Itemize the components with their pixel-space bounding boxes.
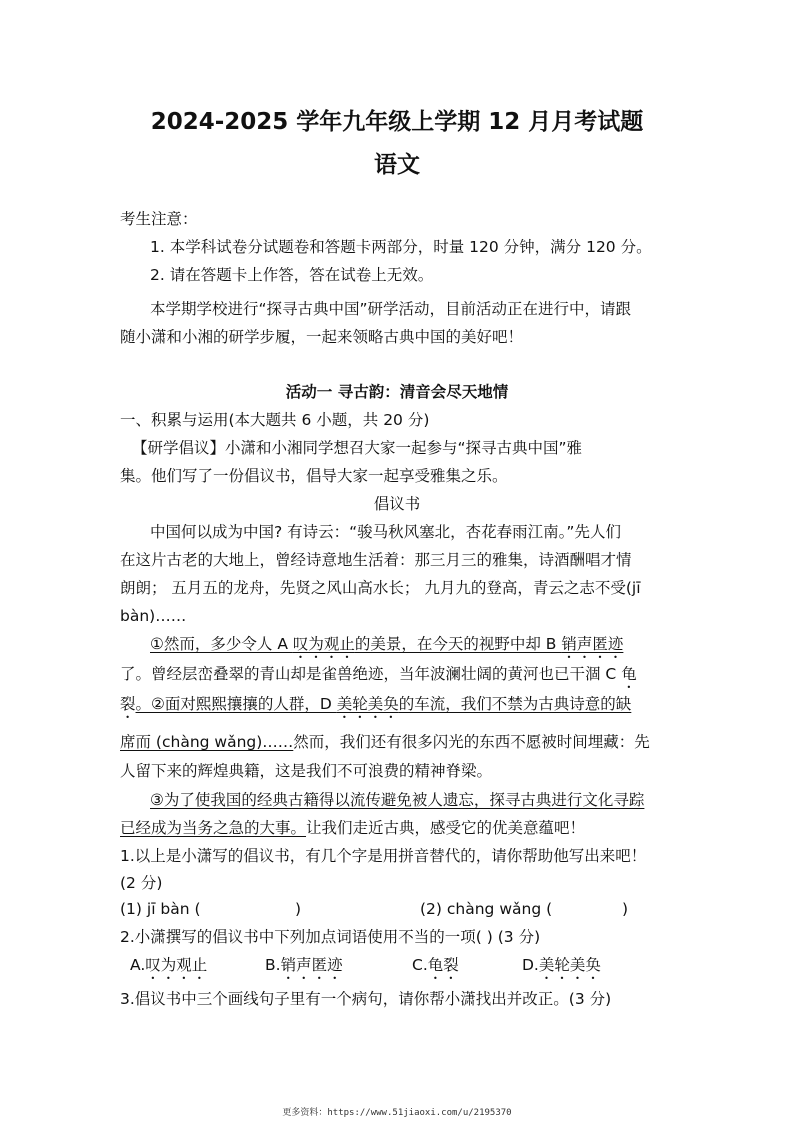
sentence-2-text-c: 席而 (chàng wǎng)……	[120, 733, 294, 751]
question-1-points: (2 分)	[120, 874, 163, 892]
option-d-prefix: D.	[522, 956, 539, 974]
dotted-word-d: 美轮美奂	[336, 695, 399, 713]
sentence-2-text-b: 的车流，我们不禁为古典诗意的缺	[398, 695, 632, 713]
sentence-1-text-a: ①然而，多少令人 A	[150, 635, 293, 653]
question-1-blank-1-close: )	[295, 900, 302, 918]
question-1-blank-1: (1) jī bàn (	[120, 900, 201, 918]
underlined-sentence-3-part-1: ③为了使我国的经典古籍得以流传避免被人遗忘，探寻古典进行文化寻踪	[150, 791, 645, 809]
proposal-para-4: bàn)……	[120, 607, 187, 625]
question-2-option-a	[130, 954, 207, 983]
notice-label: 考生注意：	[120, 210, 198, 228]
activity-heading: 活动一 寻古韵：清音会尽天地情	[285, 383, 509, 401]
option-d-text: 美轮美奂	[538, 956, 601, 974]
sentence-1-text-b: 的美景，在今天的视野中却 B	[354, 635, 562, 653]
proposal-heading: 倡议书	[373, 495, 421, 513]
dotted-word-c-1: 龟	[621, 665, 637, 683]
proposal-line-2: 集。他们写了一份倡议书，倡导大家一起享受雅集之乐。	[120, 467, 508, 485]
option-b-prefix: B.	[265, 956, 281, 974]
notice-item-2: 2. 请在答题卡上作答，答在试卷上无效。	[150, 266, 434, 284]
sentence-3-text: 已经成为当务之急的大事。	[120, 819, 307, 837]
question-2-option-c	[412, 954, 459, 983]
intro-line-1: 本学期学校进行“探寻古典中国”研学活动，目前活动正在进行中，请跟	[150, 300, 632, 318]
question-1-stem: 1.以上是小潇写的倡议书，有几个字是用拼音替代的，请你帮助他写出来吧！	[120, 847, 647, 865]
option-a-prefix: A.	[130, 956, 146, 974]
question-1-blank-2-close: )	[622, 900, 629, 918]
proposal-para-3: 朗朗； 五月五的龙舟，先贤之风山高水长； 九月九的登高，青云之志不受(jī	[120, 579, 641, 597]
option-a-text: 叹为观止	[145, 956, 208, 974]
question-2-option-d	[522, 954, 601, 983]
proposal-para-9: 人留下来的辉煌典籍，这是我们不可浪费的精神脊梁。	[120, 762, 493, 780]
option-c-prefix: C.	[412, 956, 428, 974]
question-2-option-b	[265, 954, 343, 983]
intro-line-2: 随小潇和小湘的研学步履，一起来领略古典中国的美好吧！	[120, 328, 524, 346]
footer-source-link[interactable]: 更多资料：https://www.51jiaoxi.com/u/2195370	[282, 1108, 512, 1118]
page-subtitle: 语文	[374, 152, 420, 178]
sentence-2-text-d: 然而，我们还有很多闪光的东西不愿被时间埋藏：先	[293, 733, 650, 751]
option-b-text: 销声匿迹	[280, 956, 343, 974]
dotted-word-c-2: 裂	[120, 695, 136, 713]
page-title: 2024-2025 学年九年级上学期 12 月月考试题	[150, 109, 644, 135]
underlined-sentence-1-part-2	[120, 663, 637, 692]
dotted-word-b: 销声匿迹	[561, 635, 624, 653]
proposal-para-8	[120, 731, 650, 753]
proposal-para-1: 中国何以成为中国? 有诗云：“骏马秋风塞北，杏花春雨江南。”先人们	[150, 523, 621, 541]
question-3-stem: 3.倡议书中三个画线句子里有一个病句，请你帮小潇找出并改正。(3 分)	[120, 990, 612, 1008]
proposal-closing: 让我们走近古典，感受它的优美意蕴吧！	[306, 819, 586, 837]
question-1-blank-2: (2) chàng wǎng (	[420, 900, 553, 918]
underlined-sentence-3-part-2	[120, 817, 585, 839]
sentence-2-text-a: 。②面对熙熙攘攘的人群，D	[135, 695, 337, 713]
proposal-para-2: 在这片古老的大地上，曾经诗意地生活着：那三月三的雅集，诗酒酬唱才情	[120, 551, 632, 569]
proposal-line-1: 【研学倡议】小潇和小湘同学想召大家一起参与“探寻古典中国”雅	[132, 439, 583, 457]
option-c-text: 龟裂	[427, 956, 459, 974]
notice-item-1: 1. 本学科试卷分试题卷和答题卡两部分，时量 120 分钟，满分 120 分。	[150, 238, 652, 256]
sentence-1-text-c: 了。曾经层峦叠翠的青山却是雀兽绝迹，当年波澜壮阔的黄河也已干涸 C	[120, 665, 622, 683]
section-heading: 一、积累与运用(本大题共 6 小题，共 20 分)	[120, 411, 430, 429]
underlined-sentence-2	[120, 693, 631, 722]
question-2-stem: 2.小潇撰写的倡议书中下列加点词语使用不当的一项( ) (3 分)	[120, 928, 541, 946]
underlined-sentence-1-part-1	[150, 633, 623, 662]
dotted-word-a: 叹为观止	[292, 635, 355, 653]
